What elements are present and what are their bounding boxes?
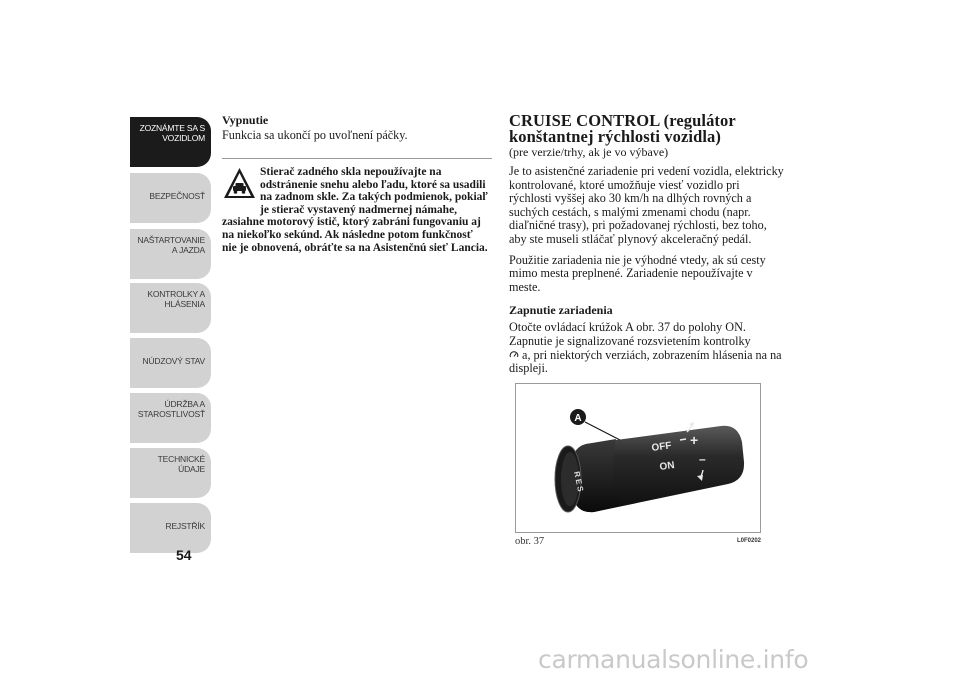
watermark: carmanualsonline.info	[538, 645, 809, 674]
speedometer-warning-light-icon	[509, 350, 519, 360]
on-label: ON	[658, 459, 676, 473]
body-paragraph	[509, 321, 784, 375]
tab-bezpecnost[interactable]	[130, 173, 211, 223]
body-paragraph: Použitie zariadenia nie je výhodné vtedy, ak sú cesty mimo mesta preplnené. Zariadenie nepoužívajte v meste.	[509, 252, 766, 294]
cruise-control-stalk-illustration	[516, 384, 760, 532]
separator-mark	[680, 439, 686, 440]
minus-label: –	[699, 452, 706, 466]
tab-nudzovy-stav[interactable]	[130, 338, 211, 388]
plus-label: +	[690, 432, 699, 448]
tab-nastartovanie-a-jazda[interactable]	[130, 229, 211, 279]
res-label: RES	[572, 470, 586, 495]
warning-body: Stierač zadného skla nepoužívajte na odstránenie snehu alebo ľadu, ktoré sa usadili na zadnom skle. Za takých podmienok, pokiaľ je stierač vystavený nadmernej námahe, zasiahne motorový istič, ktorý zabráni fungovaniu aj na niekoľko sekúnd. Ak následne potom funkčnosť nie je obnovená, obráťte sa na Asistenčnú sieť Lancia.	[222, 166, 488, 254]
callout-line	[585, 422, 620, 440]
body-text: Otočte ovládací krúžok A obr. 37 do polohy ON. Zapnutie je signalizované rozsvietením kontrolky	[509, 320, 751, 348]
right-column	[509, 113, 784, 376]
tab-label-line: TECHNICKÉ	[157, 454, 205, 464]
tab-label-line: ZOZNÁMTE SA S	[139, 123, 205, 133]
tab-label-line: VOZIDLOM	[162, 133, 205, 143]
availability-note: (pre verzie/trhy, ak je vo výbave)	[509, 145, 669, 159]
tab-label-line: HLÁSENIA	[164, 299, 205, 309]
body-text: a, pri niektorých verziách, zobrazením hlásenia na na displeji.	[509, 347, 782, 376]
left-column	[222, 113, 492, 142]
tab-rejstrik[interactable]	[130, 503, 211, 553]
tab-label-line: KONTROLKY A	[147, 289, 205, 299]
tab-label-line: REJSTŘÍK	[165, 521, 205, 531]
tab-zoznamte-sa-s-vozidlom[interactable]	[130, 117, 211, 167]
callout-a-label: A	[574, 413, 582, 424]
tab-label-line: ÚDRŽBA A	[164, 399, 205, 409]
tab-label-line: NÚDZOVÝ STAV	[142, 356, 205, 366]
tab-label-line: BEZPEČNOSŤ	[149, 191, 205, 201]
tab-label-line: ÚDAJE	[178, 464, 205, 474]
figure-cruise-control-stalk	[515, 383, 761, 533]
tab-kontrolky-a-hlasenia[interactable]	[130, 283, 211, 333]
tab-technicke-udaje[interactable]	[130, 448, 211, 498]
tab-label-line: NAŠTARTOVANIE	[137, 235, 205, 245]
body-paragraph: Je to asistenčné zariadenie pri vedení vozidla, elektricky kontrolované, ktoré umožňuje viesť vozidlo pri rýchlosti vyššej ako 30 km/h na dlhých rovných a suchých cestách, s malými zmenami chodu (napr. diaľničné trasy), pri požadovanej rýchlosti, bez toho, aby ste museli stláčať plynový akceleračný pedál.	[509, 164, 784, 246]
section-subheading: Vypnutie	[222, 113, 269, 127]
divider	[222, 158, 492, 159]
icon-spacer	[222, 166, 260, 204]
body-paragraph: Funkcia sa ukončí po uvoľnení páčky.	[222, 128, 408, 142]
off-label: OFF	[650, 440, 673, 454]
page-title: CRUISE CONTROL (regulátor konštantnej rýchlosti vozidla)	[509, 111, 736, 146]
tab-udrzba-a-starostlivost[interactable]	[130, 393, 211, 443]
tab-label-line: A JAZDA	[171, 245, 205, 255]
tab-label-line: STAROSTLIVOSŤ	[137, 409, 205, 419]
figure-code: L0F0202	[737, 538, 762, 544]
figure-caption: obr. 37	[515, 536, 545, 547]
page-number: 54	[176, 547, 192, 563]
section-subheading: Zapnutie zariadenia	[509, 303, 613, 318]
warning-text	[222, 166, 490, 254]
